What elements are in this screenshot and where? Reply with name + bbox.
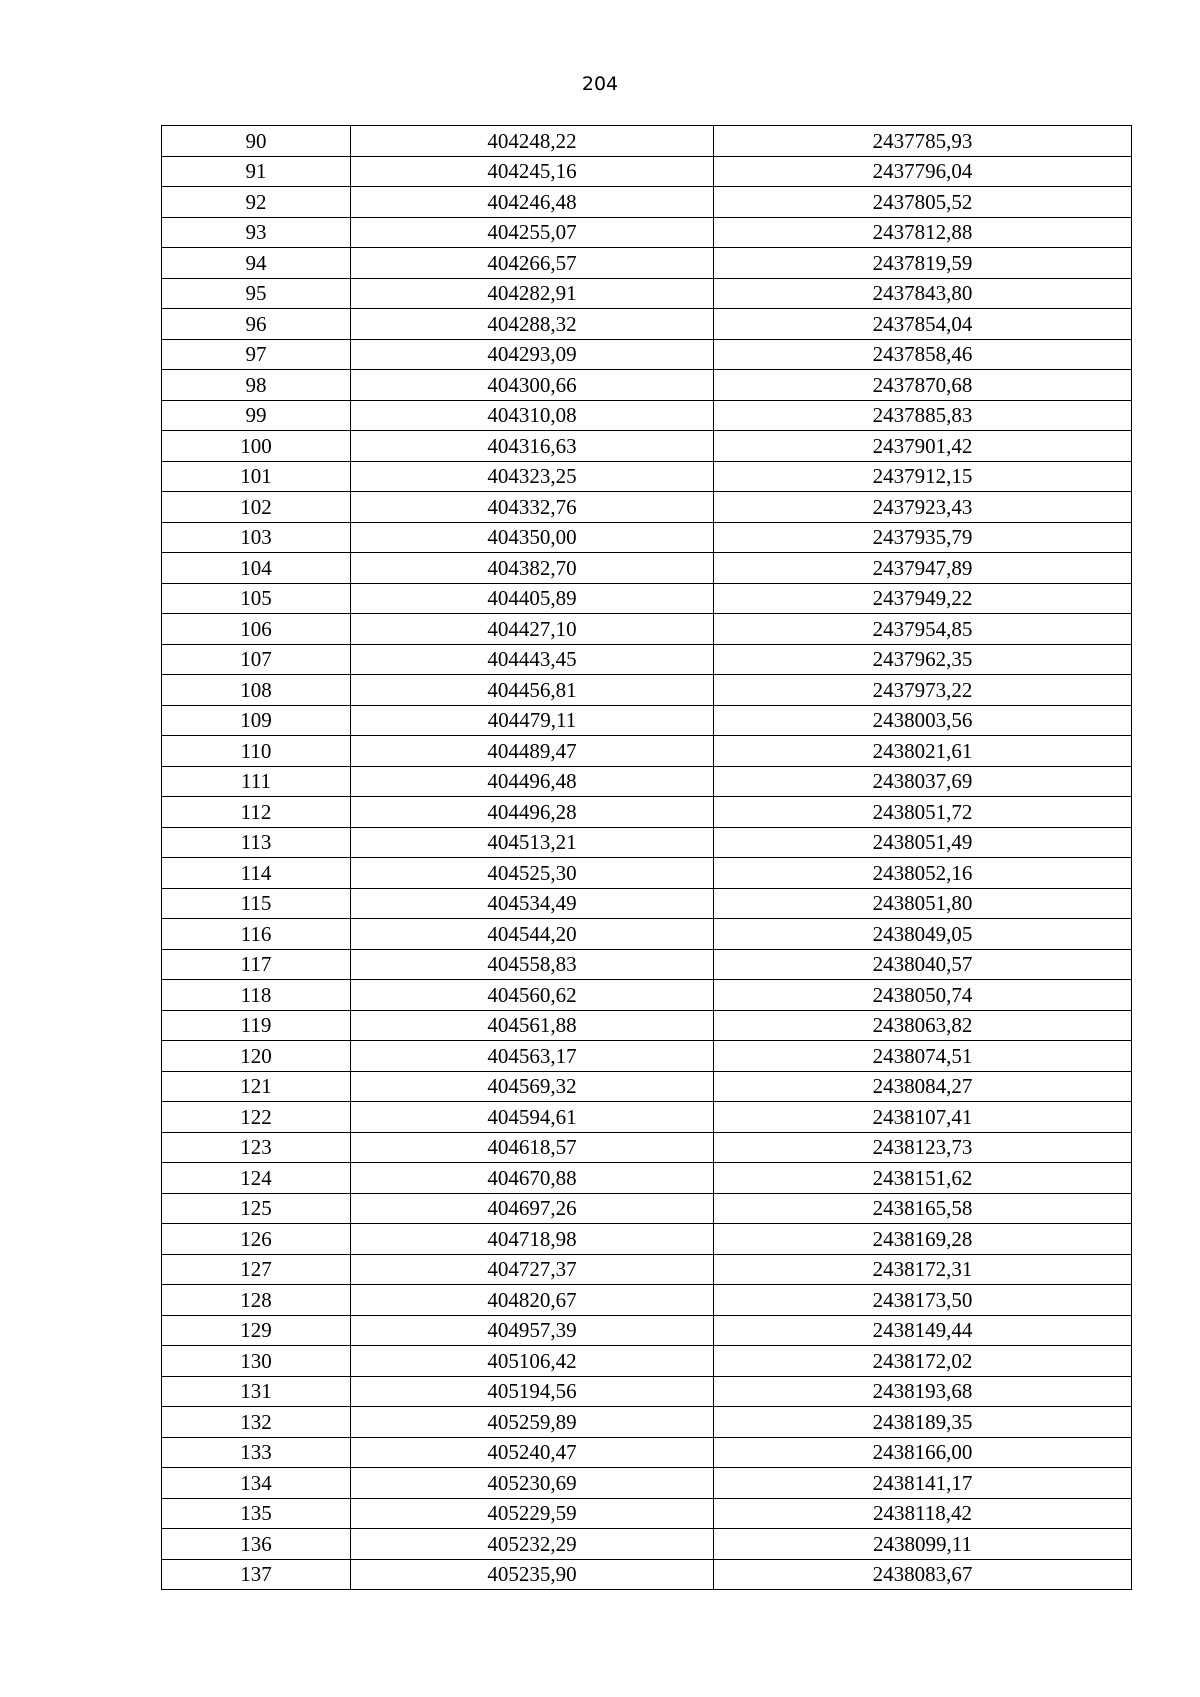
x-coordinate-cell: 404255,07 bbox=[351, 217, 714, 248]
point-number-cell: 97 bbox=[162, 339, 351, 370]
table-row bbox=[162, 187, 1132, 218]
table-row bbox=[162, 1559, 1132, 1590]
point-number-cell: 126 bbox=[162, 1224, 351, 1255]
y-coordinate-cell: 2438193,68 bbox=[714, 1376, 1132, 1407]
y-coordinate-cell: 2438173,50 bbox=[714, 1285, 1132, 1316]
x-coordinate-cell: 404534,49 bbox=[351, 888, 714, 919]
x-coordinate-cell: 404332,76 bbox=[351, 492, 714, 523]
x-coordinate-cell: 404670,88 bbox=[351, 1163, 714, 1194]
y-coordinate-cell: 2437949,22 bbox=[714, 583, 1132, 614]
x-coordinate-cell: 404350,00 bbox=[351, 522, 714, 553]
table-row bbox=[162, 1376, 1132, 1407]
table-row bbox=[162, 919, 1132, 950]
x-coordinate-cell: 404293,09 bbox=[351, 339, 714, 370]
x-coordinate-cell: 404957,39 bbox=[351, 1315, 714, 1346]
point-number-cell: 95 bbox=[162, 278, 351, 309]
y-coordinate-cell: 2437785,93 bbox=[714, 126, 1132, 157]
x-coordinate-cell: 405230,69 bbox=[351, 1468, 714, 1499]
x-coordinate-cell: 404316,63 bbox=[351, 431, 714, 462]
table-row bbox=[162, 1346, 1132, 1377]
y-coordinate-cell: 2438021,61 bbox=[714, 736, 1132, 767]
x-coordinate-cell: 404594,61 bbox=[351, 1102, 714, 1133]
table-row bbox=[162, 1193, 1132, 1224]
y-coordinate-cell: 2437962,35 bbox=[714, 644, 1132, 675]
point-number-cell: 108 bbox=[162, 675, 351, 706]
table-row bbox=[162, 858, 1132, 889]
x-coordinate-cell: 405232,29 bbox=[351, 1529, 714, 1560]
table-row bbox=[162, 614, 1132, 645]
x-coordinate-cell: 404405,89 bbox=[351, 583, 714, 614]
y-coordinate-cell: 2438099,11 bbox=[714, 1529, 1132, 1560]
table-row bbox=[162, 1254, 1132, 1285]
point-number-cell: 128 bbox=[162, 1285, 351, 1316]
table-row bbox=[162, 309, 1132, 340]
y-coordinate-cell: 2437805,52 bbox=[714, 187, 1132, 218]
y-coordinate-cell: 2438165,58 bbox=[714, 1193, 1132, 1224]
x-coordinate-cell: 404489,47 bbox=[351, 736, 714, 767]
table-row bbox=[162, 1041, 1132, 1072]
y-coordinate-cell: 2437973,22 bbox=[714, 675, 1132, 706]
x-coordinate-cell: 404443,45 bbox=[351, 644, 714, 675]
y-coordinate-cell: 2438149,44 bbox=[714, 1315, 1132, 1346]
point-number-cell: 101 bbox=[162, 461, 351, 492]
point-number-cell: 96 bbox=[162, 309, 351, 340]
table-row bbox=[162, 370, 1132, 401]
page-number: 204 bbox=[581, 73, 619, 95]
y-coordinate-cell: 2437854,04 bbox=[714, 309, 1132, 340]
point-number-cell: 130 bbox=[162, 1346, 351, 1377]
point-number-cell: 136 bbox=[162, 1529, 351, 1560]
point-number-cell: 123 bbox=[162, 1132, 351, 1163]
table-row bbox=[162, 461, 1132, 492]
y-coordinate-cell: 2438189,35 bbox=[714, 1407, 1132, 1438]
x-coordinate-cell: 404697,26 bbox=[351, 1193, 714, 1224]
table-row bbox=[162, 1071, 1132, 1102]
point-number-cell: 121 bbox=[162, 1071, 351, 1102]
x-coordinate-cell: 404496,48 bbox=[351, 766, 714, 797]
x-coordinate-cell: 405106,42 bbox=[351, 1346, 714, 1377]
y-coordinate-cell: 2438083,67 bbox=[714, 1559, 1132, 1590]
table-row bbox=[162, 583, 1132, 614]
y-coordinate-cell: 2437947,89 bbox=[714, 553, 1132, 584]
x-coordinate-cell: 404310,08 bbox=[351, 400, 714, 431]
point-number-cell: 132 bbox=[162, 1407, 351, 1438]
y-coordinate-cell: 2437843,80 bbox=[714, 278, 1132, 309]
table-row bbox=[162, 766, 1132, 797]
table-row bbox=[162, 705, 1132, 736]
point-number-cell: 107 bbox=[162, 644, 351, 675]
x-coordinate-cell: 404323,25 bbox=[351, 461, 714, 492]
y-coordinate-cell: 2438151,62 bbox=[714, 1163, 1132, 1194]
point-number-cell: 116 bbox=[162, 919, 351, 950]
y-coordinate-cell: 2437935,79 bbox=[714, 522, 1132, 553]
table-row bbox=[162, 1498, 1132, 1529]
point-number-cell: 91 bbox=[162, 156, 351, 187]
y-coordinate-cell: 2438166,00 bbox=[714, 1437, 1132, 1468]
table-row bbox=[162, 492, 1132, 523]
table-row bbox=[162, 339, 1132, 370]
y-coordinate-cell: 2438037,69 bbox=[714, 766, 1132, 797]
point-number-cell: 115 bbox=[162, 888, 351, 919]
x-coordinate-cell: 404245,16 bbox=[351, 156, 714, 187]
y-coordinate-cell: 2437901,42 bbox=[714, 431, 1132, 462]
point-number-cell: 131 bbox=[162, 1376, 351, 1407]
x-coordinate-cell: 405229,59 bbox=[351, 1498, 714, 1529]
coordinates-table bbox=[161, 125, 1132, 1590]
table-row bbox=[162, 1407, 1132, 1438]
x-coordinate-cell: 404561,88 bbox=[351, 1010, 714, 1041]
x-coordinate-cell: 404496,28 bbox=[351, 797, 714, 828]
table-row bbox=[162, 217, 1132, 248]
table-row bbox=[162, 1437, 1132, 1468]
table-row bbox=[162, 522, 1132, 553]
table-row bbox=[162, 797, 1132, 828]
point-number-cell: 90 bbox=[162, 126, 351, 157]
table-row bbox=[162, 827, 1132, 858]
y-coordinate-cell: 2438063,82 bbox=[714, 1010, 1132, 1041]
x-coordinate-cell: 404427,10 bbox=[351, 614, 714, 645]
x-coordinate-cell: 404382,70 bbox=[351, 553, 714, 584]
y-coordinate-cell: 2437870,68 bbox=[714, 370, 1132, 401]
coordinates-table-body bbox=[162, 126, 1132, 1590]
point-number-cell: 104 bbox=[162, 553, 351, 584]
y-coordinate-cell: 2438172,02 bbox=[714, 1346, 1132, 1377]
y-coordinate-cell: 2438040,57 bbox=[714, 949, 1132, 980]
point-number-cell: 134 bbox=[162, 1468, 351, 1499]
x-coordinate-cell: 404727,37 bbox=[351, 1254, 714, 1285]
x-coordinate-cell: 405194,56 bbox=[351, 1376, 714, 1407]
x-coordinate-cell: 405235,90 bbox=[351, 1559, 714, 1590]
table-row bbox=[162, 644, 1132, 675]
y-coordinate-cell: 2438051,49 bbox=[714, 827, 1132, 858]
table-row bbox=[162, 980, 1132, 1011]
table-row bbox=[162, 1529, 1132, 1560]
y-coordinate-cell: 2438051,72 bbox=[714, 797, 1132, 828]
x-coordinate-cell: 404618,57 bbox=[351, 1132, 714, 1163]
y-coordinate-cell: 2438074,51 bbox=[714, 1041, 1132, 1072]
y-coordinate-cell: 2438123,73 bbox=[714, 1132, 1132, 1163]
y-coordinate-cell: 2437858,46 bbox=[714, 339, 1132, 370]
y-coordinate-cell: 2438051,80 bbox=[714, 888, 1132, 919]
y-coordinate-cell: 2437954,85 bbox=[714, 614, 1132, 645]
table-row bbox=[162, 1285, 1132, 1316]
point-number-cell: 92 bbox=[162, 187, 351, 218]
table-row bbox=[162, 949, 1132, 980]
point-number-cell: 102 bbox=[162, 492, 351, 523]
table-row bbox=[162, 278, 1132, 309]
x-coordinate-cell: 404563,17 bbox=[351, 1041, 714, 1072]
x-coordinate-cell: 404558,83 bbox=[351, 949, 714, 980]
table-row bbox=[162, 1224, 1132, 1255]
y-coordinate-cell: 2438052,16 bbox=[714, 858, 1132, 889]
point-number-cell: 94 bbox=[162, 248, 351, 279]
point-number-cell: 106 bbox=[162, 614, 351, 645]
x-coordinate-cell: 404544,20 bbox=[351, 919, 714, 950]
y-coordinate-cell: 2438141,17 bbox=[714, 1468, 1132, 1499]
table-row bbox=[162, 1102, 1132, 1133]
point-number-cell: 125 bbox=[162, 1193, 351, 1224]
y-coordinate-cell: 2437796,04 bbox=[714, 156, 1132, 187]
point-number-cell: 127 bbox=[162, 1254, 351, 1285]
table-row bbox=[162, 400, 1132, 431]
table-row bbox=[162, 1163, 1132, 1194]
x-coordinate-cell: 404266,57 bbox=[351, 248, 714, 279]
y-coordinate-cell: 2437819,59 bbox=[714, 248, 1132, 279]
y-coordinate-cell: 2438118,42 bbox=[714, 1498, 1132, 1529]
point-number-cell: 110 bbox=[162, 736, 351, 767]
y-coordinate-cell: 2438107,41 bbox=[714, 1102, 1132, 1133]
table-row bbox=[162, 1315, 1132, 1346]
point-number-cell: 119 bbox=[162, 1010, 351, 1041]
x-coordinate-cell: 404282,91 bbox=[351, 278, 714, 309]
table-row bbox=[162, 888, 1132, 919]
x-coordinate-cell: 404288,32 bbox=[351, 309, 714, 340]
x-coordinate-cell: 405240,47 bbox=[351, 1437, 714, 1468]
table-row bbox=[162, 126, 1132, 157]
x-coordinate-cell: 404820,67 bbox=[351, 1285, 714, 1316]
x-coordinate-cell: 404246,48 bbox=[351, 187, 714, 218]
point-number-cell: 105 bbox=[162, 583, 351, 614]
point-number-cell: 100 bbox=[162, 431, 351, 462]
point-number-cell: 93 bbox=[162, 217, 351, 248]
point-number-cell: 99 bbox=[162, 400, 351, 431]
y-coordinate-cell: 2437885,83 bbox=[714, 400, 1132, 431]
table-row bbox=[162, 431, 1132, 462]
table-row bbox=[162, 675, 1132, 706]
x-coordinate-cell: 404560,62 bbox=[351, 980, 714, 1011]
y-coordinate-cell: 2438084,27 bbox=[714, 1071, 1132, 1102]
table-row bbox=[162, 1010, 1132, 1041]
x-coordinate-cell: 404248,22 bbox=[351, 126, 714, 157]
x-coordinate-cell: 404718,98 bbox=[351, 1224, 714, 1255]
x-coordinate-cell: 404479,11 bbox=[351, 705, 714, 736]
y-coordinate-cell: 2438172,31 bbox=[714, 1254, 1132, 1285]
x-coordinate-cell: 404300,66 bbox=[351, 370, 714, 401]
point-number-cell: 103 bbox=[162, 522, 351, 553]
point-number-cell: 120 bbox=[162, 1041, 351, 1072]
x-coordinate-cell: 404525,30 bbox=[351, 858, 714, 889]
y-coordinate-cell: 2438003,56 bbox=[714, 705, 1132, 736]
point-number-cell: 111 bbox=[162, 766, 351, 797]
x-coordinate-cell: 404456,81 bbox=[351, 675, 714, 706]
point-number-cell: 124 bbox=[162, 1163, 351, 1194]
y-coordinate-cell: 2437912,15 bbox=[714, 461, 1132, 492]
point-number-cell: 98 bbox=[162, 370, 351, 401]
y-coordinate-cell: 2438169,28 bbox=[714, 1224, 1132, 1255]
point-number-cell: 133 bbox=[162, 1437, 351, 1468]
table-row bbox=[162, 736, 1132, 767]
y-coordinate-cell: 2437812,88 bbox=[714, 217, 1132, 248]
point-number-cell: 117 bbox=[162, 949, 351, 980]
point-number-cell: 109 bbox=[162, 705, 351, 736]
table-row bbox=[162, 248, 1132, 279]
y-coordinate-cell: 2437923,43 bbox=[714, 492, 1132, 523]
point-number-cell: 137 bbox=[162, 1559, 351, 1590]
point-number-cell: 129 bbox=[162, 1315, 351, 1346]
x-coordinate-cell: 405259,89 bbox=[351, 1407, 714, 1438]
point-number-cell: 112 bbox=[162, 797, 351, 828]
y-coordinate-cell: 2438050,74 bbox=[714, 980, 1132, 1011]
point-number-cell: 113 bbox=[162, 827, 351, 858]
x-coordinate-cell: 404569,32 bbox=[351, 1071, 714, 1102]
point-number-cell: 135 bbox=[162, 1498, 351, 1529]
table-row bbox=[162, 1468, 1132, 1499]
point-number-cell: 122 bbox=[162, 1102, 351, 1133]
table-row bbox=[162, 156, 1132, 187]
point-number-cell: 118 bbox=[162, 980, 351, 1011]
x-coordinate-cell: 404513,21 bbox=[351, 827, 714, 858]
y-coordinate-cell: 2438049,05 bbox=[714, 919, 1132, 950]
table-row bbox=[162, 553, 1132, 584]
table-row bbox=[162, 1132, 1132, 1163]
point-number-cell: 114 bbox=[162, 858, 351, 889]
